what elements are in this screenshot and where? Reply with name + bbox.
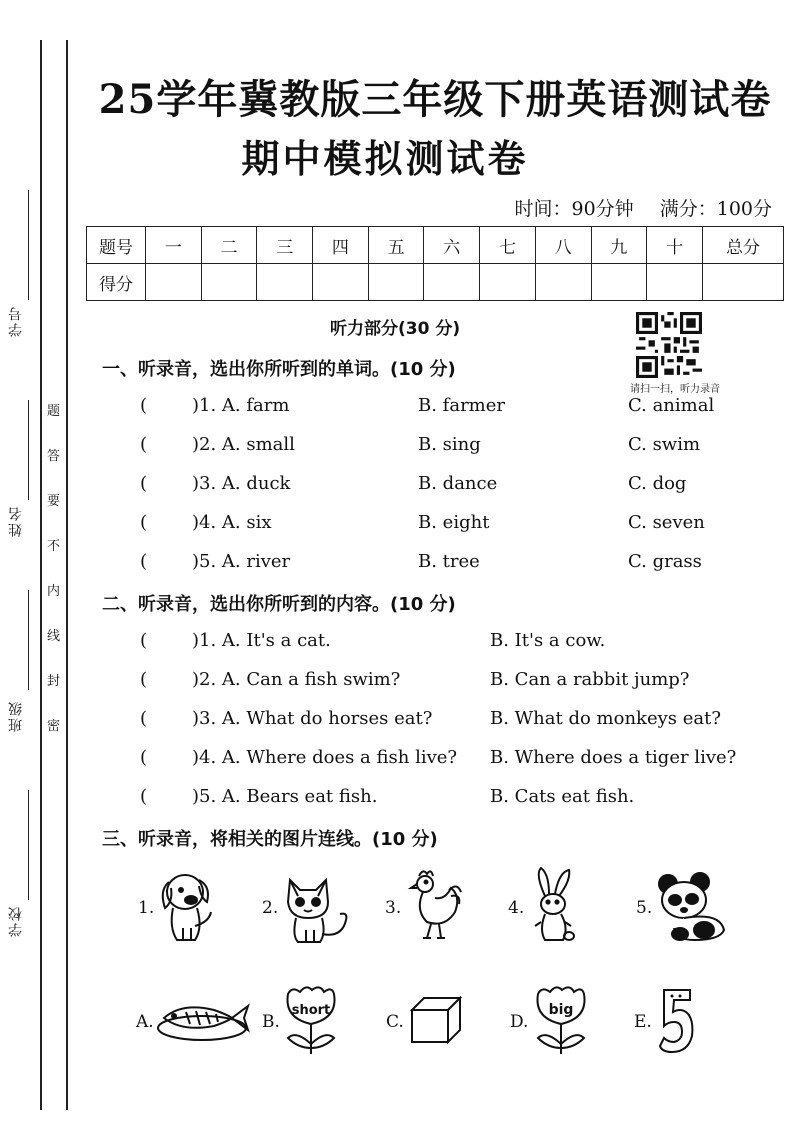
score-cell[interactable] [480, 264, 536, 301]
option-c: C. dog [628, 473, 687, 494]
fish-on-plate-icon[interactable] [156, 994, 252, 1044]
score-cell[interactable] [146, 264, 202, 301]
score-table-score-row [87, 264, 784, 301]
picture-label: B. [262, 1012, 280, 1032]
flower-short-text: short [291, 1003, 331, 1018]
picture-label: D. [510, 1012, 529, 1032]
school-line [28, 790, 29, 900]
option-b: B. Can a rabbit jump? [490, 669, 690, 690]
panda-icon[interactable] [654, 872, 730, 942]
score-table [86, 226, 784, 301]
class-line [28, 590, 29, 690]
name-line [28, 400, 29, 500]
option-b: B. Where does a tiger live? [490, 747, 737, 768]
option-b: B. It's a cow. [490, 630, 606, 651]
score-table-header-row [87, 227, 784, 264]
seal-char: 答 [47, 449, 61, 464]
picture-label: C. [386, 1012, 404, 1032]
answer-blank[interactable]: ( [140, 434, 148, 455]
picture-label: 5. [636, 898, 653, 918]
option-a: )3. A. duck [192, 473, 291, 494]
dog-icon[interactable] [155, 868, 217, 946]
option-b: B. sing [418, 434, 481, 455]
option-b: B. farmer [418, 395, 505, 416]
box-icon[interactable] [408, 996, 464, 1046]
section-3-title: 三、听录音，将相关的图片连线。(10 分) [102, 829, 438, 850]
score-cell[interactable] [257, 264, 313, 301]
option-a: )1. A. farm [192, 395, 290, 416]
rabbit-icon[interactable] [525, 866, 581, 946]
qr-code-icon[interactable] [636, 312, 702, 378]
answer-blank[interactable]: ( [140, 747, 148, 768]
seal-char: 题 [47, 404, 61, 419]
option-b: B. dance [418, 473, 498, 494]
table-cell: 六 [424, 227, 480, 264]
option-b: B. tree [418, 551, 480, 572]
score-cell[interactable] [424, 264, 480, 301]
answer-blank[interactable]: ( [140, 669, 148, 690]
student-id-line [28, 190, 29, 300]
seal-char: 内 [47, 584, 61, 599]
table-cell: 一 [146, 227, 202, 264]
student-id-label: 学号 [8, 305, 24, 337]
table-cell: 题号 [87, 227, 146, 264]
option-a: )4. A. six [192, 512, 272, 533]
table-cell: 四 [313, 227, 369, 264]
option-c: C. grass [628, 551, 702, 572]
table-cell: 五 [368, 227, 424, 264]
page-title: 25学年冀教版三年级下册英语测试卷 [98, 76, 772, 123]
table-cell: 总分 [703, 227, 784, 264]
seal-char: 不 [47, 539, 61, 554]
picture-label: A. [136, 1012, 154, 1032]
answer-blank[interactable]: ( [140, 473, 148, 494]
qr-caption: 请扫一扫，听力录音 [630, 384, 720, 395]
score-cell[interactable] [201, 264, 257, 301]
picture-label: 4. [508, 898, 525, 918]
number-five-icon[interactable] [656, 986, 696, 1056]
option-b: B. eight [418, 512, 490, 533]
option-b: B. Cats eat fish. [490, 786, 635, 807]
score-cell[interactable] [368, 264, 424, 301]
flower-short-icon[interactable] [282, 984, 340, 1056]
exam-full-score: 满分：100分 [659, 198, 772, 220]
listening-section-title: 听力部分(30 分) [330, 319, 461, 339]
table-cell: 十 [647, 227, 703, 264]
picture-label: 2. [262, 898, 279, 918]
answer-blank[interactable]: ( [140, 395, 148, 416]
answer-blank[interactable]: ( [140, 708, 148, 729]
table-cell: 九 [591, 227, 647, 264]
school-label: 学校 [8, 905, 24, 937]
section-1-title: 一、听录音，选出你所听到的单词。(10 分) [102, 359, 456, 380]
option-a: )5. A. Bears eat fish. [192, 786, 378, 807]
picture-label: 3. [385, 898, 402, 918]
seal-char: 封 [47, 674, 61, 689]
table-cell: 八 [535, 227, 591, 264]
option-c: C. seven [628, 512, 705, 533]
score-cell[interactable] [313, 264, 369, 301]
flower-big-text: big [548, 1002, 574, 1018]
seal-char: 要 [47, 494, 61, 509]
margin-rule-inner [66, 40, 68, 1110]
answer-blank[interactable]: ( [140, 630, 148, 651]
score-cell[interactable] [647, 264, 703, 301]
option-c: C. swim [628, 434, 701, 455]
table-cell: 得分 [87, 264, 146, 301]
flower-big-icon[interactable] [532, 984, 590, 1056]
margin-rule-outer [40, 40, 42, 1110]
table-cell: 三 [257, 227, 313, 264]
class-label: 班级 [8, 700, 24, 732]
score-cell[interactable] [703, 264, 784, 301]
table-cell: 二 [201, 227, 257, 264]
seal-char: 线 [47, 629, 61, 644]
table-cell: 七 [480, 227, 536, 264]
cat-icon[interactable] [280, 872, 356, 946]
option-a: )1. A. It's a cat. [192, 630, 331, 651]
picture-label: E. [634, 1012, 652, 1032]
option-b: B. What do monkeys eat? [490, 708, 721, 729]
exam-meta [495, 194, 773, 221]
picture-label: 1. [138, 898, 155, 918]
name-label: 姓名 [8, 505, 24, 537]
section-2-title: 二、听录音，选出你所听到的内容。(10 分) [102, 594, 456, 615]
binding-margin [0, 0, 80, 1130]
option-a: )5. A. river [192, 551, 291, 572]
seal-char: 密 [47, 719, 61, 734]
option-a: )3. A. What do horses eat? [192, 708, 433, 729]
option-a: )4. A. Where does a fish live? [192, 747, 458, 768]
option-c: C. animal [628, 395, 715, 416]
option-a: )2. A. small [192, 434, 295, 455]
score-cell[interactable] [535, 264, 591, 301]
option-a: )2. A. Can a fish swim? [192, 669, 401, 690]
answer-blank[interactable]: ( [140, 786, 148, 807]
page-subtitle: 期中模拟测试卷 [241, 136, 529, 181]
score-cell[interactable] [591, 264, 647, 301]
answer-blank[interactable]: ( [140, 551, 148, 572]
rooster-icon[interactable] [405, 866, 465, 944]
answer-blank[interactable]: ( [140, 512, 148, 533]
exam-time: 时间：90分钟 [514, 198, 634, 220]
